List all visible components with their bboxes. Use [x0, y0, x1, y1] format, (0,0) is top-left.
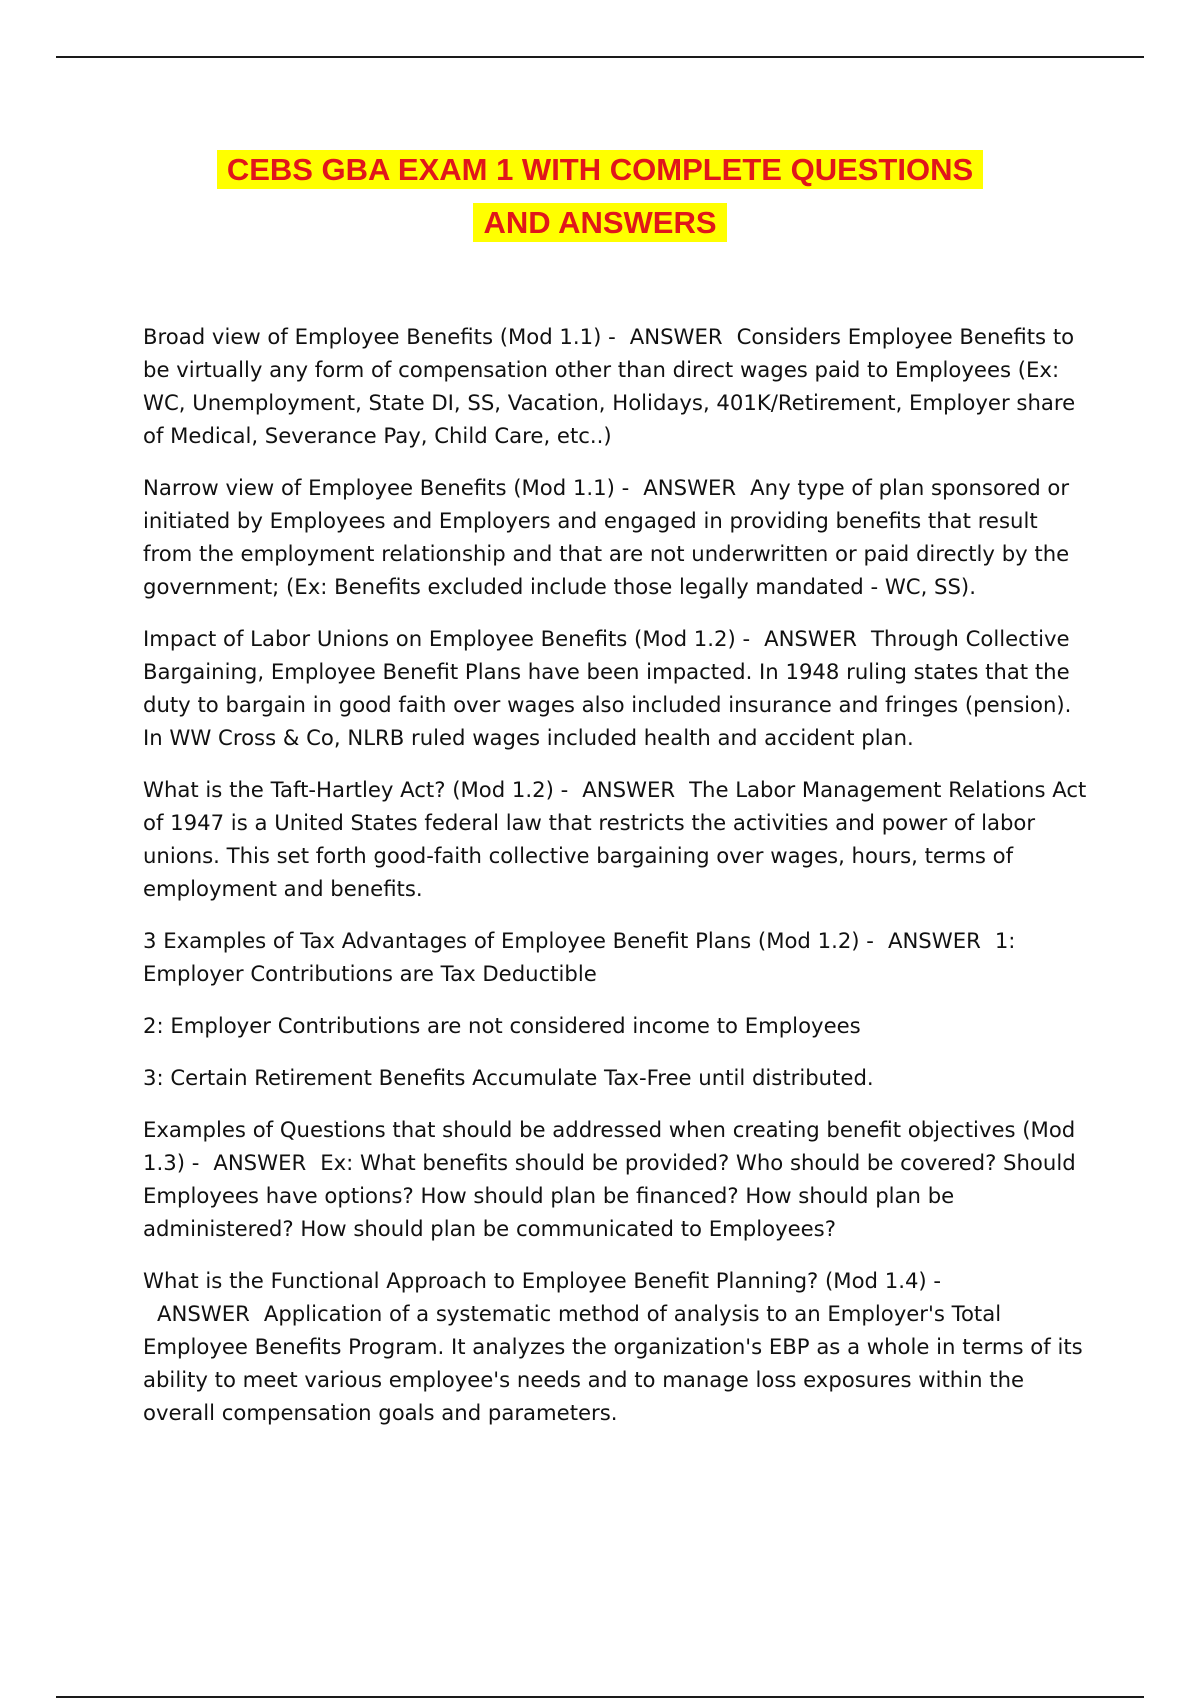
- answer-text: Any type of plan sponsored or initiated by Employees and Employers and engaged in providing benefits that result from the employment relationship and that are not underwritten or paid directly by the government; (Ex: Benefits excluded include those legally mandated - WC, SS).: [143, 475, 1070, 599]
- question-text: 3 Examples of Tax Advantages of Employee Benefit Plans (Mod 1.2) -: [143, 928, 874, 953]
- answer-text: Ex: What benefits should be provided? Who should be covered? Should Employees have options? How should plan be financed? How should plan be administered? How should plan be communicated to Employees?: [143, 1150, 1076, 1241]
- question-text: Impact of Labor Unions on Employee Benefits (Mod 1.2) -: [143, 626, 751, 651]
- qa-item: [143, 773, 1093, 905]
- qa-item: [143, 1264, 1093, 1429]
- answer-line: 2: Employer Contributions are not considered income to Employees: [143, 1013, 861, 1038]
- answer-line: 3: Certain Retirement Benefits Accumulate Tax-Free until distributed.: [143, 1065, 874, 1090]
- answer-text: Through Collective Bargaining, Employee Benefit Plans have been impacted. In 1948 ruling states that the duty to bargain in good faith over wages also included insurance and fringes (pension). In WW Cross & Co, NLRB ruled wages included health and accident plan.: [143, 626, 1072, 750]
- answer-text: Application of a systematic method of analysis to an Employer's Total Employee Benefits Program. It analyzes the organization's EBP as a whole in terms of its ability to meet various employee's needs and to manage loss exposures within the overall compensation goals and parameters.: [143, 1301, 1083, 1425]
- question-text: Broad view of Employee Benefits (Mod 1.1) -: [143, 324, 616, 349]
- question-text: What is the Functional Approach to Employee Benefit Planning? (Mod 1.4) -: [143, 1268, 942, 1293]
- question-text: Examples of Questions that should be addressed when creating benefit objectives (Mod 1.3) -: [143, 1117, 1076, 1175]
- answer-marker: ANSWER: [582, 777, 676, 802]
- bottom-rule: [56, 1696, 1144, 1698]
- answer-marker: ANSWER: [764, 626, 857, 651]
- answer-text: Considers Employee Benefits to be virtually any form of compensation other than direct wages paid to Employees (Ex: WC, Unemployment, State DI, SS, Vacation, Holidays, 401K/Retirement, Employer share of Medical, Severance Pay, Child Care, etc..): [143, 324, 1076, 448]
- qa-item: [143, 924, 1093, 990]
- answer-text: The Labor Management Relations Act of 1947 is a United States federal law that restricts the activities and power of labor unions. This set forth good-faith collective bargaining over wages, hours, terms of employment and benefits.: [143, 777, 1087, 901]
- qa-item: [143, 471, 1093, 603]
- answer-marker: ANSWER: [629, 324, 723, 349]
- title-line-1: CEBS GBA EXAM 1 WITH COMPLETE QUESTIONS: [217, 150, 983, 189]
- document-title: [0, 143, 1200, 249]
- answer-marker: ANSWER: [887, 928, 981, 953]
- answer-marker: ANSWER: [643, 475, 737, 500]
- qa-item: [143, 320, 1093, 452]
- answer-marker: ANSWER: [157, 1301, 250, 1326]
- qa-content: [143, 320, 1093, 1448]
- question-text: What is the Taft-Hartley Act? (Mod 1.2) -: [143, 777, 569, 802]
- top-rule: [56, 56, 1144, 58]
- qa-item: [143, 622, 1093, 754]
- question-text: Narrow view of Employee Benefits (Mod 1.1) -: [143, 475, 630, 500]
- qa-item: [143, 1113, 1093, 1245]
- answer-marker: ANSWER: [213, 1150, 307, 1175]
- answer-text: 1: Employer Contributions are Tax Deductible: [143, 928, 1016, 986]
- title-line-2: AND ANSWERS: [473, 203, 726, 242]
